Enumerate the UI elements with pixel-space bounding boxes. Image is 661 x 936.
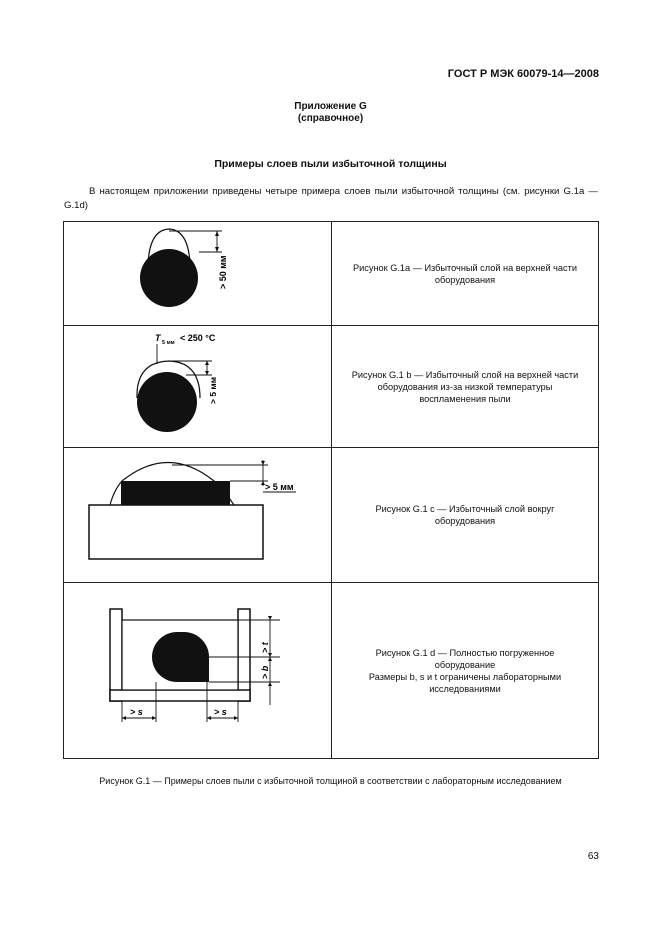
caption-line: Рисунок G.1a — Избыточный слой на верхней части	[353, 262, 577, 273]
figure-d-drawing	[64, 583, 332, 759]
figure-c-caption	[332, 448, 599, 583]
figure-a-svg	[64, 222, 331, 320]
temp-value: < 250 °C	[180, 333, 216, 343]
caption-line: оборудования из-за низкой температуры	[377, 381, 553, 392]
figure-b-caption	[332, 326, 599, 448]
caption-line: воспламенения пыли	[419, 393, 511, 404]
figure-b-svg	[64, 326, 331, 442]
caption-line: оборудование	[434, 659, 496, 670]
annex-title: Приложение G	[294, 101, 367, 112]
figure-d-svg	[64, 583, 331, 753]
figure-b-drawing	[64, 326, 332, 448]
caption-line: Рисунок G.1 c — Избыточный слой вокруг	[375, 504, 555, 514]
intro-paragraph: В настоящем приложении приведены четыре примера слоев пыли избыточной толщины (см. рисунки G.1a —G.1d)	[64, 186, 598, 211]
figure-row-a	[64, 222, 599, 326]
figure-row-c	[64, 448, 599, 583]
base-surface	[89, 505, 263, 559]
annex-title-block	[0, 101, 661, 125]
temp-symbol: T	[155, 333, 161, 343]
caption-line: Рисунок G.1 d — Полностью погруженное	[375, 647, 555, 658]
figure-d-s-left-label: > s	[130, 707, 143, 717]
figure-d-t-label: > t	[260, 642, 270, 653]
caption-line: Рисунок G.1 b — Избыточный слой на верхней части	[351, 369, 579, 380]
figure-b-dim-label: > 5 мм	[208, 377, 218, 404]
figure-c-dim-label: > 5 мм	[265, 482, 294, 492]
equipment-block	[121, 481, 230, 505]
temp-subscript: 5 мм	[162, 340, 175, 346]
page-number: 63	[587, 851, 599, 862]
container-left-wall	[110, 609, 122, 701]
caption-line: оборудования	[434, 274, 496, 285]
figure-a-dim-label: > 50 мм	[218, 255, 228, 289]
figures-table	[63, 221, 599, 759]
section-heading: Примеры слоев пыли избыточной толщины	[214, 158, 447, 170]
figure-overall-caption: Рисунок G.1 — Примеры слоев пыли с избыточной толщиной в соответствии с лабораторным исследованием	[99, 776, 562, 786]
equipment-circle	[140, 249, 198, 307]
figure-a-drawing	[64, 222, 332, 326]
figure-row-b	[64, 326, 599, 448]
figure-a-caption	[332, 222, 599, 326]
figure-row-d	[64, 583, 599, 759]
caption-line: Размеры b, s и t ограничены лабораторными	[368, 671, 562, 682]
figure-d-s-right-label: > s	[214, 707, 227, 717]
figure-c-svg	[64, 448, 331, 577]
container-bottom	[110, 690, 250, 701]
document-code: ГОСТ Р МЭК 60079-14—2008	[447, 68, 599, 80]
annex-subtitle: (справочное)	[297, 113, 364, 124]
figure-d-b-label: > b	[260, 665, 270, 679]
equipment-shape	[152, 632, 209, 682]
caption-line: оборудования	[434, 516, 496, 526]
figure-c-drawing	[64, 448, 332, 583]
figure-d-caption	[332, 583, 599, 759]
caption-line: исследованиями	[429, 683, 501, 694]
equipment-circle	[137, 372, 197, 432]
container-right-wall	[238, 609, 250, 701]
